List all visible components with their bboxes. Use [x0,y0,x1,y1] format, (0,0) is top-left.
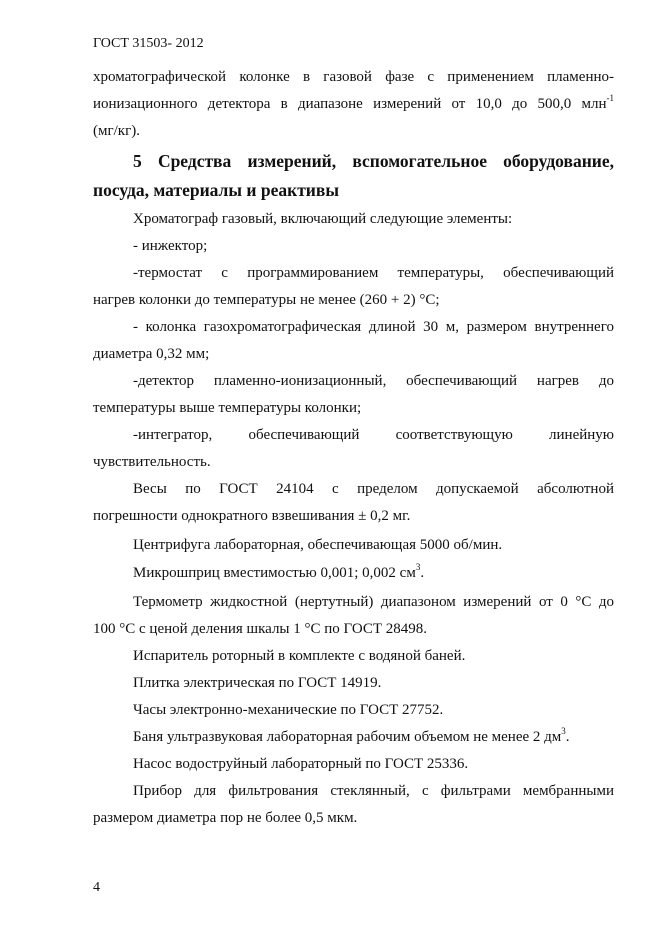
text-line: Плитка электрическая по ГОСТ 14919. [133,675,382,691]
superscript: -1 [606,93,614,103]
list-item: -интегратор, обеспечивающий соответствующую линейную [133,427,614,443]
list-item: -детектор пламенно-ионизационный, обеспечивающий нагрев до [133,373,614,389]
list-item: - колонка газохроматографическая длиной 30 м, размером внутреннего [133,319,614,335]
page-number: 4 [93,880,100,895]
document-header: ГОСТ 31503- 2012 [93,36,204,51]
text-line: Термометр жидкостной (нертутный) диапазоном измерений от 0 °С до [133,594,614,610]
text-line: хроматографической колонке в газовой фазе с применением пламенно- [93,69,614,85]
text-line: Центрифуга лабораторная, обеспечивающая 5000 об/мин. [133,537,503,553]
text-line: 100 °С с ценой деления шкалы 1 °С по ГОСТ 28498. [93,621,428,637]
list-item: - инжектор; [133,238,208,254]
section-heading-continued: посуда, материалы и реактивы [93,180,339,200]
text-line: (мг/кг). [93,123,140,139]
text-line: Хроматограф газовый, включающий следующие элементы: [133,211,513,227]
text-line: размером диаметра пор не более 0,5 мкм. [93,810,358,826]
text-span: Баня ультразвуковая лабораторная рабочим объемом не менее 2 дм [133,729,562,745]
list-item: -термостат с программированием температуры, обеспечивающий [133,265,614,281]
section-heading: 5 Средства измерений, вспомогательное оборудование, [133,151,614,171]
text-line: погрешности однократного взвешивания ± 0,2 мг. [93,508,411,524]
text-line: диаметра 0,32 мм; [93,346,210,362]
text-line: Прибор для фильтрования стеклянный, с фильтрами мембранными [133,783,614,799]
text-span: . [420,565,425,581]
text-line: чувствительность. [93,454,211,470]
text-span: Микрошприц вместимостью 0,001; 0,002 см [133,565,416,581]
text-line: Насос водоструйный лабораторный по ГОСТ 25336. [133,756,469,772]
text-line: температуры выше температуры колонки; [93,400,362,416]
text-line [93,93,614,115]
text-span: ионизационного детектора в диапазоне измерений от 10,0 до 500,0 млн [93,96,607,112]
text-line [133,562,614,584]
text-line [133,726,614,748]
text-span: . [565,729,570,745]
superscript: 3 [415,562,421,572]
text-line: Испаритель роторный в комплекте с водяной баней. [133,648,466,664]
text-line: нагрев колонки до температуры не менее (260 + 2) °С; [93,292,440,308]
text-line: Часы электронно-механические по ГОСТ 27752. [133,702,444,718]
text-line: Весы по ГОСТ 24104 с пределом допускаемой абсолютной [133,481,614,497]
superscript: 3 [561,726,566,736]
